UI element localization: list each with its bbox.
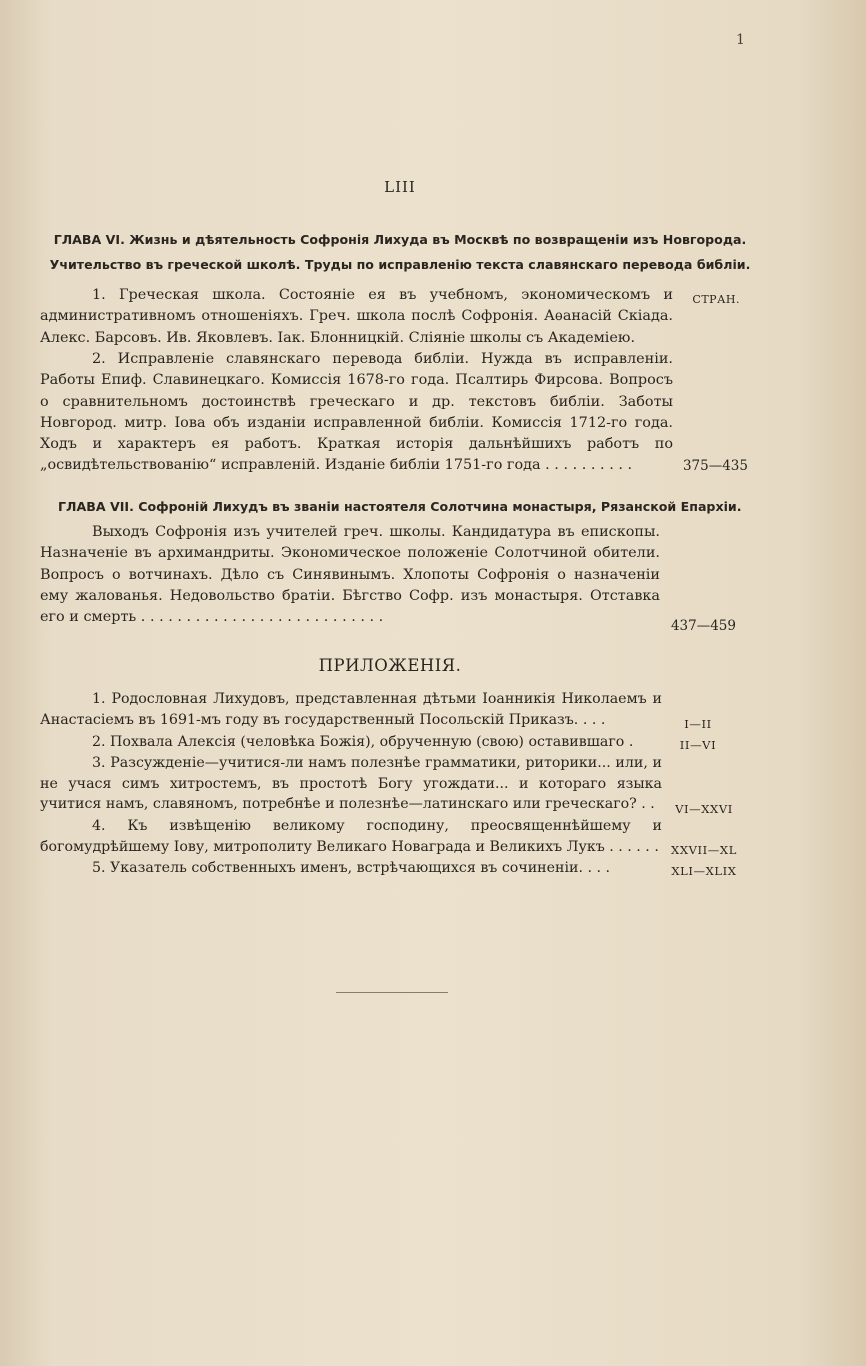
appendix-item-pages: XLI—XLIX: [671, 864, 737, 878]
appendix-item-pages: I—II: [684, 717, 712, 731]
appendix-item-pages: XXVII—XL: [671, 843, 737, 857]
chapter-7-paragraph: Выходъ Софронія изъ учителей греч. школы. Кандидатура въ епископы. Назначеніе въ архимандриты. Экономическое положеніе Солотчиной обители. Вопросъ о вотчинахъ. Дѣло съ Синявинымъ. Хлопоты Софронія о назначеніи ему жалованья. Недовольство братіи. Бѣгство Софр. изъ монастыря. Отставка его и смерть . . . . . . . . . . . . . . . . . . . . . . . . . . .: [40, 524, 660, 626]
pages-column-label: СТРАН.: [692, 293, 740, 306]
chapter-6-paragraph-2: 2. Исправленіе славянскаго перевода библіи. Нужда въ исправленіи. Работы Епиф. Славинецкаго. Комиссія 1678-го года. Псалтирь Фирсова. Вопросъ о сравнительномъ достоинствѣ греческаго и др. текстовъ библіи. Заботы Новгород. митр. Іова объ изданіи исправленной библіи. Комиссія 1712-го года. Ходъ и характеръ ея работъ. Краткая исторія дальнѣйшихъ работъ по „освидѣтельствованію“ исправленій. Изданіе библіи 1751-го года . . . . . . . . . .: [40, 351, 673, 474]
chapter-6-paragraph-1: 1. Греческая школа. Состояніе ея въ учебномъ, экономическомъ и административномъ отношеніяхъ. Греч. школа послѣ Софронія. Аѳанасій Скіада. Алекс. Барсовъ. Ив. Яковлевъ. Іак. Блонницкій. Сліяніе школы съ Академіею.: [40, 287, 673, 346]
appendix-item: 4. Къ извѣщенію великому господину, преосвященнѣйшему и богомудрѣйшему Іову, митрополиту Великаго Новаграда и Великихъ Лукъ . . . . . .: [40, 818, 662, 855]
chapter-7-pages: 437—459: [670, 618, 736, 634]
closing-rule: [336, 992, 448, 993]
chapter-6-heading: ГЛАВА VI. Жизнь и дѣятельность Софронія Лихуда въ Москвѣ по возвращеніи изъ Новгорода. Учительство въ греческой школѣ. Труды по исправленію текста славянскаго перевода библіи.: [49, 232, 751, 272]
appendix-item-pages: VI—XXVI: [675, 802, 733, 816]
appendix-item: 3. Разсужденіе—учитися-ли намъ полезнѣе грамматики, риторики... или, и не учася симъ хитростемъ, въ простотѣ Богу угождати... и котораго языка учитися намъ, славяномъ, потребнѣе и полезнѣе—латинскаго или греческаго? . .: [40, 755, 662, 813]
page-number: LIII: [384, 178, 416, 196]
appendix-item: 1. Родословная Лихудовъ, представленная дѣтьми Іоанникія Николаемъ и Анастасіемъ въ 1691-мъ году въ государственный Посольскій Приказъ. . . .: [40, 691, 662, 728]
appendix-item: 2. Похвала Алексія (человѣка Божія), обрученную (свою) оставившаго .: [92, 734, 634, 750]
chapter-6-pages: 375—435: [682, 458, 748, 474]
corner-mark: 1: [736, 32, 745, 48]
chapter-7-heading: ГЛАВА VII. Софроній Лихудъ въ званіи настоятеля Солотчина монастыря, Рязанской Епархіи.: [58, 499, 742, 514]
appendix-item-pages: II—VI: [679, 738, 717, 752]
appendix-title: ПРИЛОЖЕНІЯ.: [318, 656, 462, 675]
appendix-item: 5. Указатель собственныхъ именъ, встрѣчающихся въ сочиненіи. . . .: [92, 860, 611, 876]
